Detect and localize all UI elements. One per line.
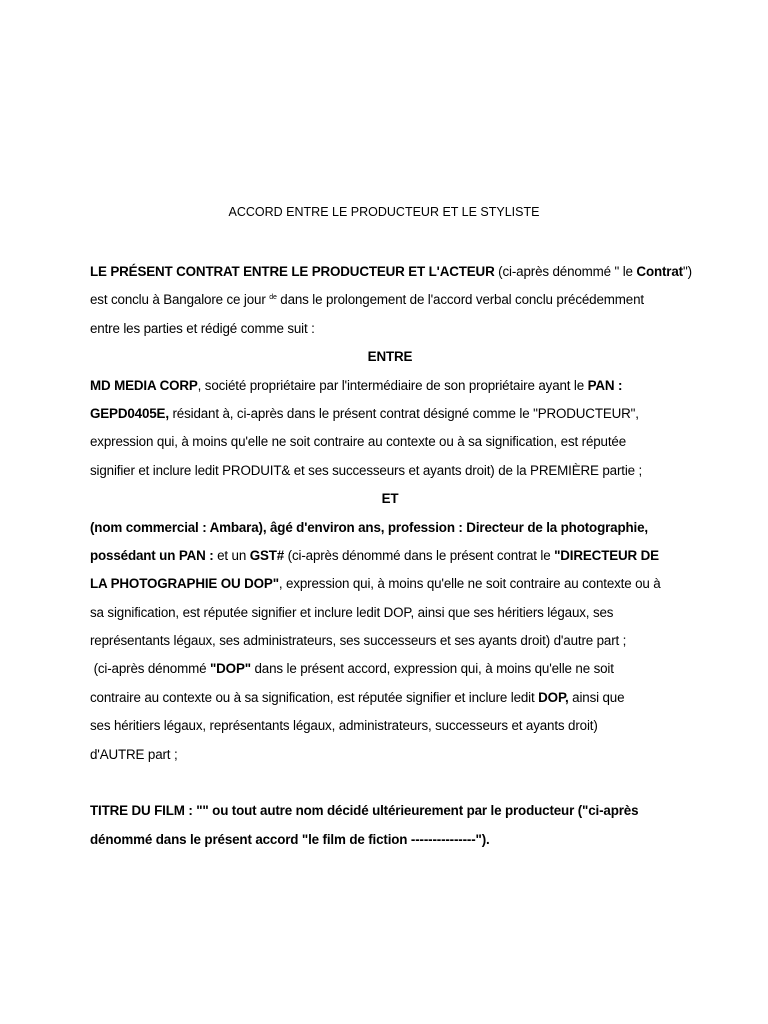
gst-label: GST#: [249, 547, 285, 563]
company-name: MD MEDIA CORP: [90, 377, 198, 393]
entre-heading: [90, 343, 690, 371]
dop-title-bold: LA PHOTOGRAPHIE OU DOP": [90, 576, 279, 592]
paragraph-4-line-1: [90, 655, 690, 683]
dop-bold: "DOP": [209, 661, 251, 677]
paragraph-4-line-3: ses héritiers légaux, représentants légaux, administrateurs, successeurs et ayants droit): [90, 718, 598, 734]
contract-word-bold: Contrat: [636, 264, 683, 279]
entre-label: ENTRE: [367, 349, 413, 365]
et-heading: [90, 485, 690, 513]
paragraph-2-line-2: [90, 400, 690, 428]
paragraph-2-line-3: expression qui, à moins qu'elle ne soit contraire au contexte ou à sa signification, est réputée: [90, 434, 627, 450]
text-span: et un: [213, 547, 250, 563]
paragraph-5-line-2: [90, 826, 690, 854]
paragraph-4-line-2: [90, 684, 690, 712]
text-span: contraire au contexte ou à sa signification, est réputée signifier et inclure ledit: [90, 689, 539, 705]
paragraph-1-line-3: entre les parties et rédigé comme suit :: [90, 320, 315, 336]
text-span: dans le prolongement de l'accord verbal conclu précédemment: [276, 292, 644, 308]
paragraph-3-line-5: représentants légaux, ses administrateurs, ses successeurs et ses ayants droit) d'autre part ;: [90, 633, 627, 649]
text-span: (ci-après dénommé: [90, 661, 210, 677]
film-title-bold: TITRE DU FILM : "" ou tout autre nom décidé ultérieurement par le producteur ("ci-après: [90, 803, 639, 819]
paragraph-3-line-4: sa signification, est réputée signifier et inclure ledit DOP, ainsi que ses héritiers légaux, ses: [90, 604, 614, 620]
text-span: dans le présent accord, expression qui, à moins qu'elle ne soit: [250, 661, 614, 677]
paragraph-3-line-3: [90, 570, 690, 598]
dop-title-bold: "DIRECTEUR DE: [554, 547, 659, 563]
document-body: [90, 258, 690, 854]
trade-name-bold: (nom commercial : Ambara), âgé d'environ ans, profession : Directeur de la photographie,: [90, 519, 648, 535]
superscript-de: de: [269, 294, 277, 302]
paragraph-1-line-2: [90, 286, 690, 314]
paragraph-2-line-1: [90, 372, 690, 400]
paragraph-3-line-1: [90, 514, 690, 542]
text-span: , expression qui, à moins qu'elle ne soit contraire au contexte ou à: [278, 576, 661, 592]
text-span: (ci-après dénommé dans le présent contrat le: [284, 547, 555, 563]
paragraph-2-line-4: signifier et inclure ledit PRODUIT& et ses successeurs et ayants droit) de la PREMIÈRE partie ;: [90, 462, 643, 478]
text-span: , société propriétaire par l'intermédiaire de son propriétaire ayant le: [197, 377, 588, 393]
text-span: ainsi que: [568, 689, 625, 705]
contract-heading-bold: LE PRÉSENT CONTRAT ENTRE LE PRODUCTEUR ET L'ACTEUR: [90, 264, 495, 279]
film-title-bold: dénommé dans le présent accord "le film de fiction ---------------").: [90, 831, 490, 847]
paragraph-3-line-2: [90, 542, 690, 570]
text-span: est conclu à Bangalore ce jour: [90, 292, 270, 308]
pan-label: possédant un PAN :: [90, 547, 214, 563]
et-label: ET: [381, 491, 399, 507]
spacer: [90, 769, 690, 797]
pan-label: PAN :: [587, 377, 623, 393]
text-span: "): [682, 264, 692, 279]
dop-bold: DOP,: [538, 689, 569, 705]
document-title: ACCORD ENTRE LE PRODUCTEUR ET LE STYLISTE: [228, 205, 540, 219]
pan-number: GEPD0405E,: [90, 405, 169, 421]
paragraph-4-line-4: d'AUTRE part ;: [90, 746, 178, 762]
text-span: résidant à, ci-après dans le présent contrat désigné comme le "PRODUCTEUR",: [168, 405, 639, 421]
text-span: (ci-après dénommé " le: [494, 264, 637, 279]
paragraph-5-line-1: [90, 797, 690, 825]
paragraph-1-line-1: [90, 258, 690, 286]
